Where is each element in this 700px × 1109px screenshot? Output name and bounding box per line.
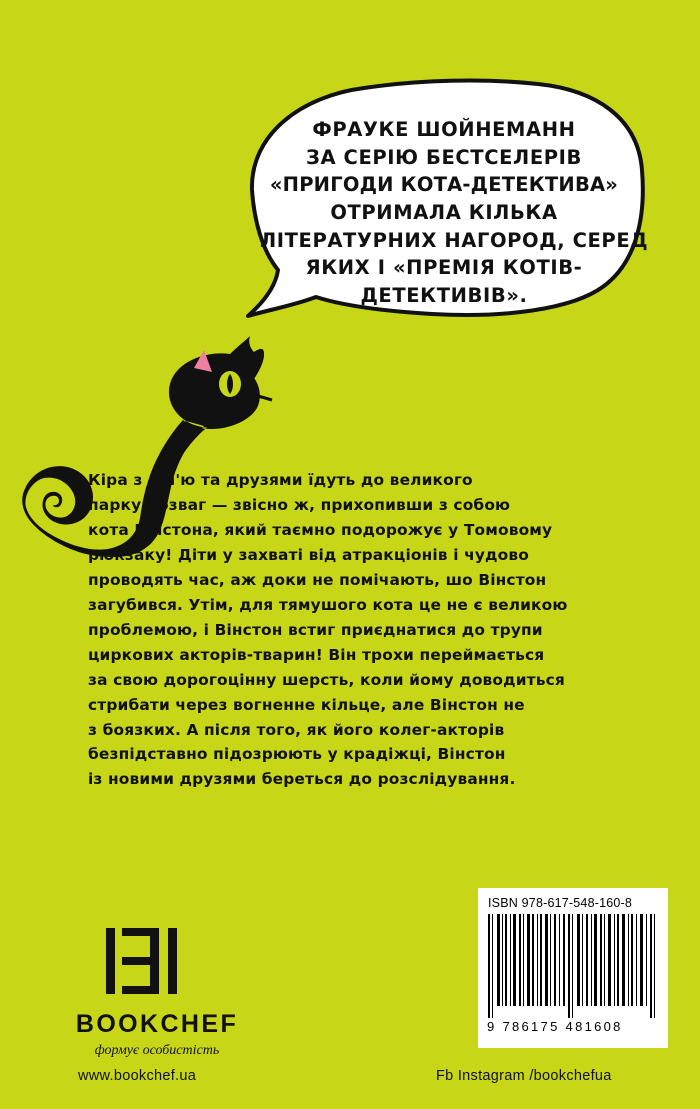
bookchef-b3-logo-icon — [106, 928, 192, 994]
publisher-name: BOOKCHEF — [75, 1010, 239, 1038]
publisher-website[interactable]: www.bookchef.ua — [78, 1068, 197, 1084]
blurb-line: кота Вінстона, який таємно подорожує у Томовому — [88, 520, 553, 539]
publisher-block — [72, 928, 332, 1059]
barcode-bars — [486, 914, 660, 1018]
blurb-line: циркових акторів-тварин! Він трохи переймається — [88, 645, 545, 664]
blurb-line: загубився. Утім, для тямушого кота це не є великою — [88, 595, 568, 614]
blurb-line: безпідставно підозрюють у крадіжці, Вінстон — [88, 745, 506, 764]
blurb-line: Кіра з сім'ю та друзями їдуть до великого — [88, 471, 473, 489]
speech-bubble-text — [260, 116, 649, 310]
barcode-digits: 9 786175 481608 — [487, 1019, 623, 1034]
bubble-line-3: «ПРИГОДИ КОТА-ДЕТЕКТИВА» — [269, 173, 619, 197]
bubble-line-4: ОТРИМАЛА КІЛЬКА — [330, 201, 558, 225]
blurb-line: стрибати через вогненне кільце, але Вінстон не — [88, 695, 525, 714]
blurb-line: проводять час, аж доки не помічають, шо Вінстон — [88, 570, 547, 589]
blurb-line: з боязких. А після того, як його колег-акторів — [88, 720, 505, 739]
publisher-social[interactable]: Fb Instagram /bookchefua — [436, 1068, 612, 1084]
bubble-line-6: ЯКИХ І «ПРЕМІЯ КОТІВ- — [305, 256, 583, 280]
bookchef-logo-shape — [106, 928, 192, 994]
publisher-tagline: формує особистість — [94, 1043, 220, 1058]
blurb-line: проблемою, і Вінстон встиг приєднатися до трупи — [88, 620, 543, 639]
blurb-line: за свою дорогоцінну шерсть, коли йому доводиться — [88, 670, 565, 689]
bubble-line-7: ДЕТЕКТИВІВ». — [360, 284, 528, 308]
bubble-line-5: ЛІТЕРАТУРНИХ НАГОРОД, СЕРЕД — [260, 228, 649, 252]
blurb-line: із новими друзями береться до розслідування. — [88, 770, 516, 789]
blurb-line: парку розваг — звісно ж, прихопивши з собою — [88, 495, 511, 514]
isbn-label: ISBN 978-617-548-160-8 — [488, 896, 633, 910]
bubble-line-1: ФРАУКЕ ШОЙНЕМАНН — [312, 118, 576, 141]
blurb-line: рюкзаку! Діти у захваті від атракціонів і чудово — [88, 545, 529, 564]
bubble-line-2: ЗА СЕРІЮ БЕСТСЕЛЕРІВ — [306, 145, 582, 169]
back-cover-blurb — [88, 468, 628, 792]
barcode-block — [478, 888, 668, 1048]
